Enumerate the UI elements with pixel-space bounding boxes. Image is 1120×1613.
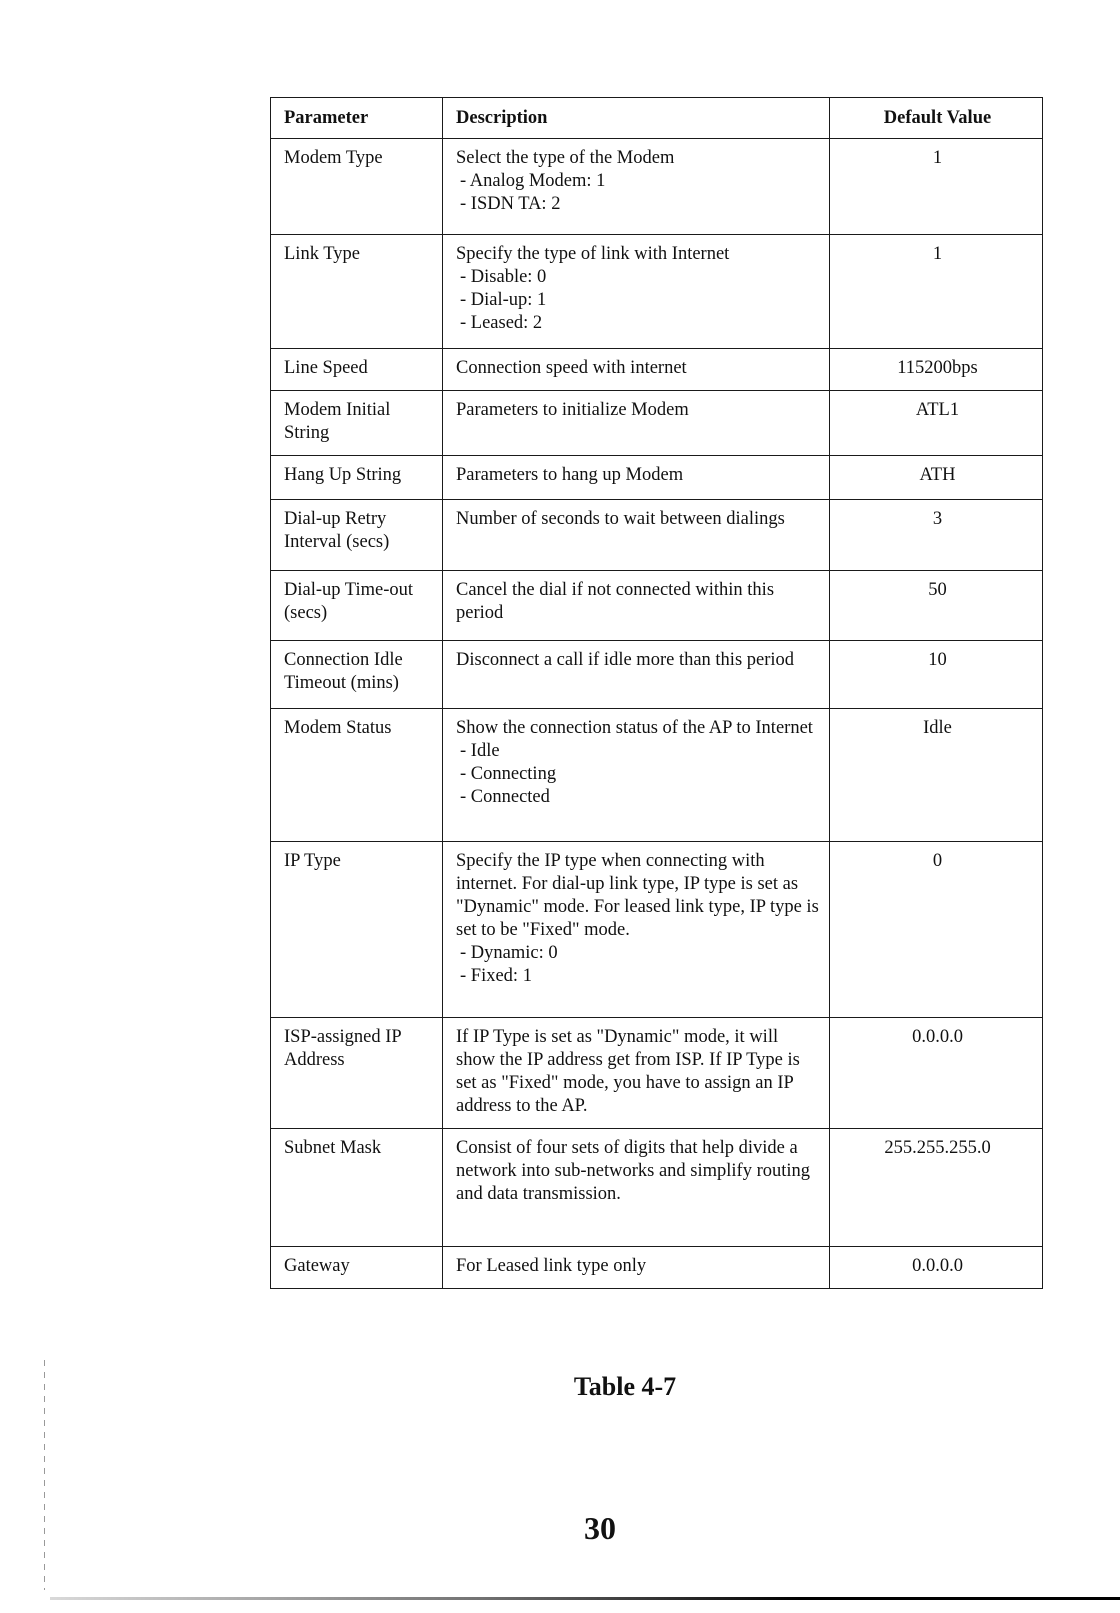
- parameter-cell: Gateway: [271, 1247, 443, 1289]
- table-row: [271, 1247, 1043, 1289]
- description-line: Connection speed with internet: [456, 358, 687, 378]
- header-parameter: Parameter: [271, 98, 443, 139]
- header-default-value: Default Value: [830, 98, 1043, 139]
- description-line: - Disable: 0: [460, 267, 547, 287]
- default-value-cell: 10: [830, 641, 1043, 709]
- table-row: [271, 349, 1043, 391]
- scan-margin-mark: [44, 1360, 45, 1590]
- table-body: [271, 139, 1043, 1289]
- table-row: [271, 456, 1043, 500]
- description-line: Specify the type of link with Internet: [456, 244, 730, 264]
- description-line: For Leased link type only: [456, 1256, 647, 1276]
- table-row: [271, 709, 1043, 842]
- parameter-cell: Link Type: [271, 235, 443, 349]
- description-cell: [443, 139, 830, 235]
- description-cell: [443, 500, 830, 571]
- description-line: - Analog Modem: 1: [460, 171, 606, 191]
- default-value-cell: 0: [830, 842, 1043, 1018]
- description-line: - Dynamic: 0: [460, 943, 558, 963]
- default-value-cell: 1: [830, 139, 1043, 235]
- parameter-cell: Modem Status: [271, 709, 443, 842]
- description-line: Cancel the dial if not connected within this period: [456, 580, 775, 623]
- scan-bottom-edge: [50, 1597, 1120, 1600]
- description-line: Parameters to initialize Modem: [456, 400, 689, 420]
- table-row: [271, 1018, 1043, 1129]
- description-line: - Connected: [460, 787, 550, 807]
- table-row: [271, 842, 1043, 1018]
- description-cell: [443, 391, 830, 456]
- parameter-cell: IP Type: [271, 842, 443, 1018]
- table-row: [271, 500, 1043, 571]
- table-row: [271, 139, 1043, 235]
- parameter-table: [270, 97, 1043, 1289]
- parameter-cell: ISP-assigned IP Address: [271, 1018, 443, 1129]
- parameter-cell: Dial-up Time-out (secs): [271, 571, 443, 641]
- description-cell: [443, 1247, 830, 1289]
- description-line: - ISDN TA: 2: [460, 194, 561, 214]
- description-cell: [443, 349, 830, 391]
- default-value-cell: 0.0.0.0: [830, 1018, 1043, 1129]
- description-cell: [443, 641, 830, 709]
- default-value-cell: Idle: [830, 709, 1043, 842]
- page-number: 30: [584, 1510, 616, 1546]
- description-line: - Fixed: 1: [460, 966, 532, 986]
- description-line: - Connecting: [460, 764, 557, 784]
- parameter-cell: Modem Type: [271, 139, 443, 235]
- description-line: Consist of four sets of digits that help divide a network into sub-networks and simplify routing and data transmission.: [456, 1138, 811, 1204]
- description-line: - Dial-up: 1: [460, 290, 547, 310]
- description-cell: [443, 1129, 830, 1247]
- description-cell: [443, 571, 830, 641]
- table-caption: Table 4-7: [573, 1372, 677, 1401]
- parameter-cell: Dial-up Retry Interval (secs): [271, 500, 443, 571]
- description-line: Parameters to hang up Modem: [456, 465, 684, 485]
- default-value-cell: ATL1: [830, 391, 1043, 456]
- default-value-cell: 255.255.255.0: [830, 1129, 1043, 1247]
- parameter-cell: Line Speed: [271, 349, 443, 391]
- header-description: Description: [443, 98, 830, 139]
- table-row: [271, 235, 1043, 349]
- description-cell: [443, 842, 830, 1018]
- parameter-cell: Modem Initial String: [271, 391, 443, 456]
- description-cell: [443, 235, 830, 349]
- description-cell: [443, 1018, 830, 1129]
- table-row: [271, 391, 1043, 456]
- table-row: [271, 1129, 1043, 1247]
- description-line: - Idle: [460, 741, 500, 761]
- description-line: Select the type of the Modem: [456, 148, 675, 168]
- description-cell: [443, 709, 830, 842]
- description-line: Disconnect a call if idle more than this period: [456, 650, 795, 670]
- default-value-cell: 1: [830, 235, 1043, 349]
- description-cell: [443, 456, 830, 500]
- default-value-cell: 115200bps: [830, 349, 1043, 391]
- default-value-cell: 0.0.0.0: [830, 1247, 1043, 1289]
- table-header-row: [271, 98, 1043, 139]
- description-line: If IP Type is set as "Dynamic" mode, it will show the IP address get from ISP. If IP Type is set as "Fixed" mode, you have to assign an IP address to the AP.: [456, 1027, 800, 1116]
- description-line: Number of seconds to wait between dialings: [456, 509, 785, 529]
- parameter-cell: Subnet Mask: [271, 1129, 443, 1247]
- parameter-cell: Hang Up String: [271, 456, 443, 500]
- parameter-cell: Connection Idle Timeout (mins): [271, 641, 443, 709]
- default-value-cell: ATH: [830, 456, 1043, 500]
- description-line: Show the connection status of the AP to Internet: [456, 718, 813, 738]
- table-row: [271, 641, 1043, 709]
- default-value-cell: 50: [830, 571, 1043, 641]
- table-row: [271, 571, 1043, 641]
- description-line: - Leased: 2: [460, 313, 543, 333]
- default-value-cell: 3: [830, 500, 1043, 571]
- description-line: Specify the IP type when connecting with internet. For dial-up link type, IP type is set as "Dynamic" mode. For leased link type, IP type is set to be "Fixed" mode.: [456, 851, 819, 940]
